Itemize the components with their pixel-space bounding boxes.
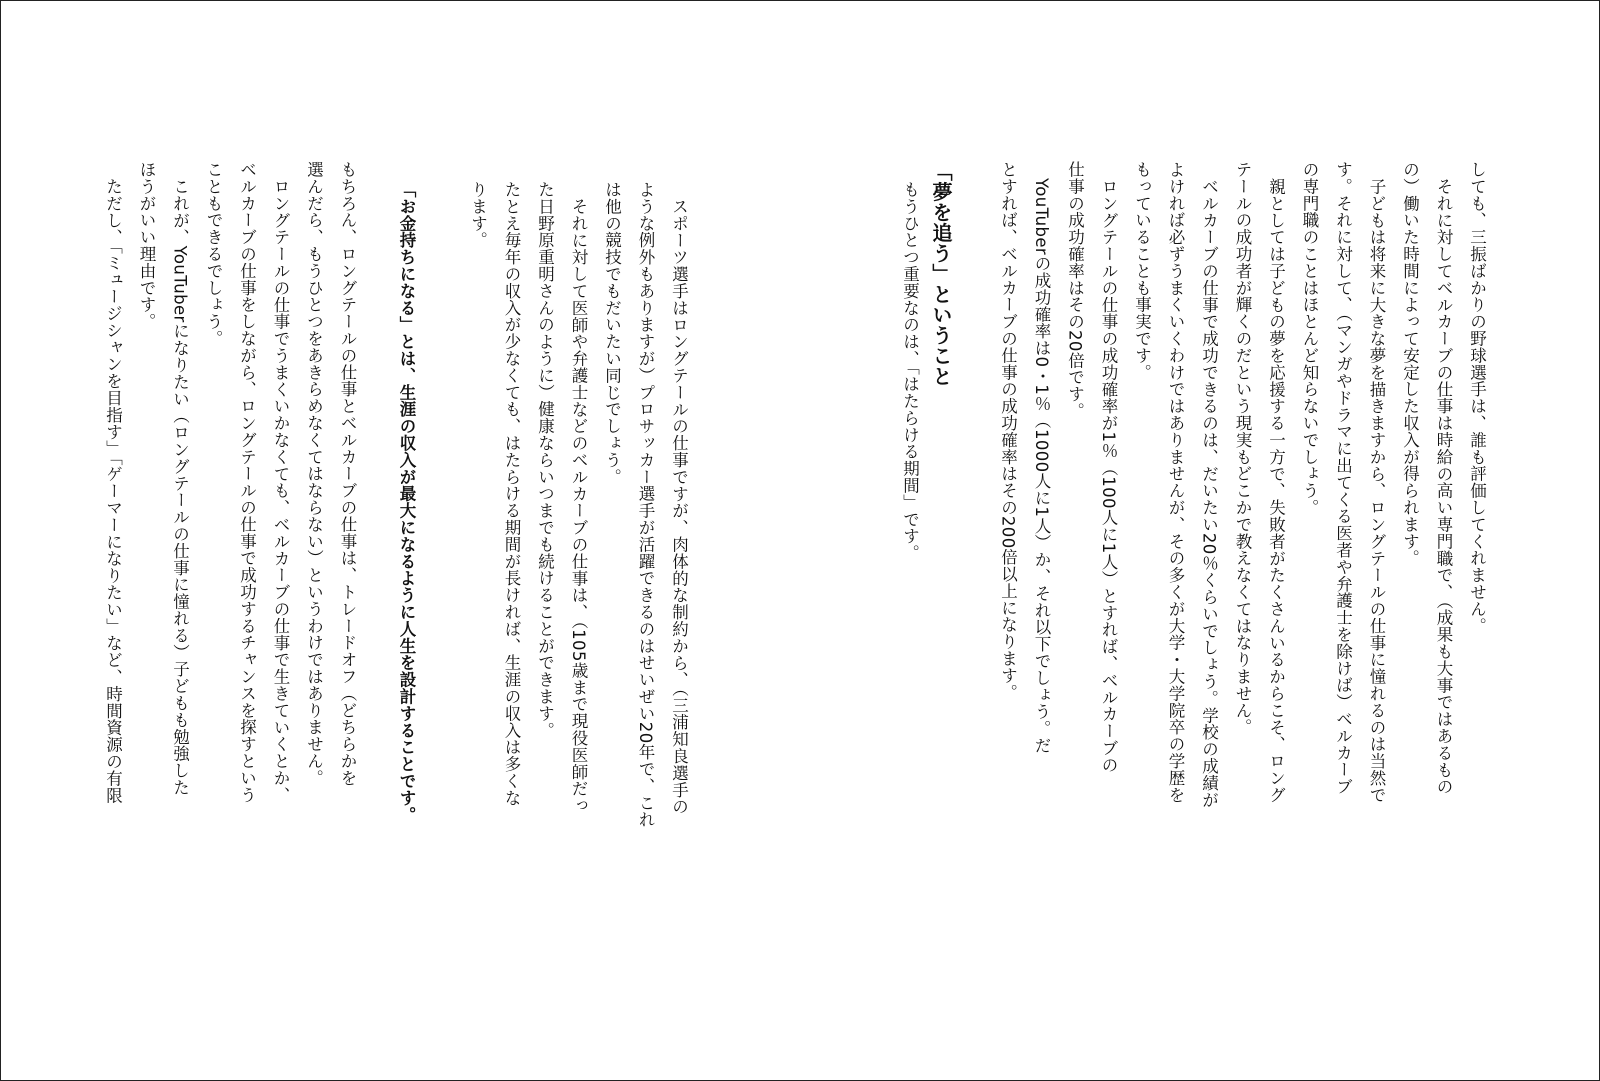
text-line: こともできるでしょう。	[204, 161, 223, 347]
text-line: 選んだら、もうひとつをあきらめなくてはならない）というわけではありません。	[304, 161, 324, 787]
text-line: もっていることも事実です。	[1132, 161, 1152, 381]
text-line: それに対してベルカーブの仕事は時給の高い専門職で、（成果も大事ではあるもの	[1434, 177, 1453, 795]
text-line: 親としては子どもの夢を応援する一方で、失敗者がたくさんいるからこそ、ロング	[1266, 177, 1286, 803]
text-line: スポーツ選手はロングテールの仕事ですが、肉体的な制約から、（三浦知良選手の	[669, 197, 689, 815]
emphasis-line: 「お金持ちになる」とは、生涯の収入が最大になるように人生を設計することです。	[397, 181, 416, 824]
text-line: ただし、「ミュージシャンを目指す」「ゲーマーになりたい」など、時間資源の有限	[103, 177, 123, 804]
text-line: ロングテールの仕事の成功確率が1％（100人に1人）とすれば、ベルカーブの	[1099, 177, 1118, 773]
text-line: テールの成功者が輝くのだという現実もどこかで教えなくてはなりません。	[1233, 161, 1252, 736]
text-line: それに対して医師や弁護士などのベルカーブの仕事は、（105歳まで現役医師だっ	[569, 197, 588, 814]
text-line: ような例外もありますが）プロサッカー選手が活躍できるのはせいぜい20年で、これ	[636, 181, 655, 829]
text-line: 仕事の成功確率はその20倍です。	[1065, 161, 1085, 420]
text-line: ベルカーブの仕事で成功できるのは、だいたい20％くらいでしょう。学校の成績が	[1199, 177, 1219, 808]
left-page-block-2	[96, 161, 364, 921]
right-page-block-1	[991, 161, 1494, 921]
text-line: よければ必ずうまくいくわけではありませんが、その多くが大学・大学院卒の学歴を	[1166, 161, 1185, 804]
text-line: とすれば、ベルカーブの仕事の成功確率はその200倍以上になります。	[998, 161, 1018, 701]
text-line: しても、三振ばかりの野球選手は、誰も評価してくれません。	[1467, 161, 1487, 635]
text-line: これが、YouTuberになりたい（ロングテールの仕事に憧れる）子どもも勉強した	[170, 177, 190, 796]
text-line: たとえ毎年の収入が少なくても、はたらける期間が長ければ、生涯の収入は多くな	[502, 181, 521, 807]
section-heading: 「夢を追う」ということ	[929, 161, 953, 387]
text-line: た日野原重明さんのように）健康ならいつまでも続けることができます。	[535, 181, 555, 739]
text-line: ロングテールの仕事でうまくいかなくても、ベルカーブの仕事で生きていくとか、	[271, 177, 290, 803]
text-line: ります。	[468, 181, 488, 249]
right-page-block-2	[893, 181, 927, 921]
text-line: す。それに対して、（マンガやドラマに出てくる医者や弁護士を除けば）ベルカーブ	[1333, 161, 1353, 795]
text-line: もうひとつ重要なのは、「はたらける期間」です。	[900, 181, 920, 562]
text-line: は他の競技でもだいたい同じでしょう。	[602, 181, 622, 486]
text-line: YouTuberの成功確率は0・1％（1000人に1人）か、それ以下でしょう。だ	[1032, 177, 1051, 754]
text-line: ベルカーブの仕事をしながら、ロングテールの仕事で成功するチャンスを探すという	[237, 161, 257, 804]
text-line: の専門職のことはほとんど知らないでしょう。	[1300, 161, 1319, 516]
text-line: の）働いた時間によって安定した収入が得られます。	[1400, 161, 1420, 567]
text-line: もちろん、ロングテールの仕事とベルカーブの仕事は、トレードオフ（どちらかを	[338, 161, 357, 787]
left-page-block-1	[461, 181, 696, 921]
text-line: 子どもは将来に大きな夢を描きますから、ロングテールの仕事に憧れるのは当然で	[1367, 177, 1386, 803]
text-line: ほうがいい理由です。	[137, 161, 156, 330]
